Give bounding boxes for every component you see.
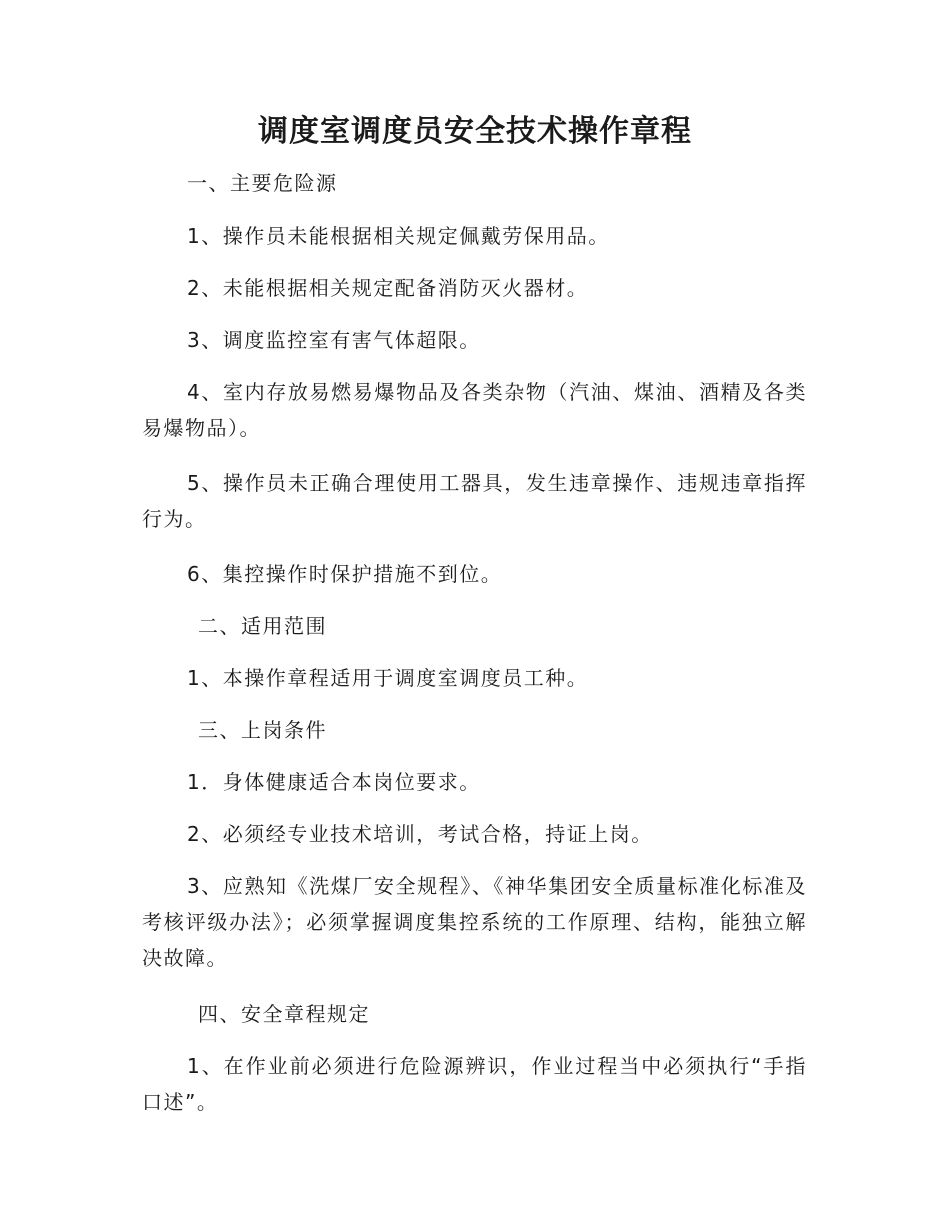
- section-heading-scope: 二、适用范围: [198, 614, 327, 638]
- paragraph: 6、集控操作时保护措施不到位。: [187, 562, 503, 586]
- section-heading-conditions: 三、上岗条件: [198, 718, 327, 742]
- paragraph: 3、调度监控室有害气体超限。: [187, 328, 481, 352]
- paragraph: 3、应熟知《洗煤厂安全规程》、《神华集团安全质量标准化标准及考核评级办法》；必须掌握调度集控系统的工作原理、结构，能独立解决故障。: [142, 874, 807, 970]
- paragraph: 2、未能根据相关规定配备消防灭火器材。: [187, 276, 589, 300]
- paragraph: 1、在作业前必须进行危险源辨识，作业过程当中必须执行“手指口述”。: [142, 1054, 807, 1114]
- paragraph: 1、操作员未能根据相关规定佩戴劳保用品。: [187, 224, 610, 248]
- paragraph: 1．身体健康适合本岗位要求。: [187, 770, 481, 794]
- section-heading-regulations: 四、安全章程规定: [198, 1002, 370, 1026]
- section-heading-hazards: 一、主要危险源: [187, 171, 338, 195]
- paragraph: 1、本操作章程适用于调度室调度员工种。: [187, 666, 589, 690]
- paragraph: 5、操作员未正确合理使用工器具，发生违章操作、违规违章指挥行为。: [142, 471, 807, 531]
- paragraph: 4、室内存放易燃易爆物品及各类杂物（汽油、煤油、酒精及各类易爆物品）。: [142, 380, 807, 440]
- document-title: 调度室调度员安全技术操作章程: [258, 114, 692, 149]
- paragraph: 2、必须经专业技术培训，考试合格，持证上岗。: [187, 822, 653, 846]
